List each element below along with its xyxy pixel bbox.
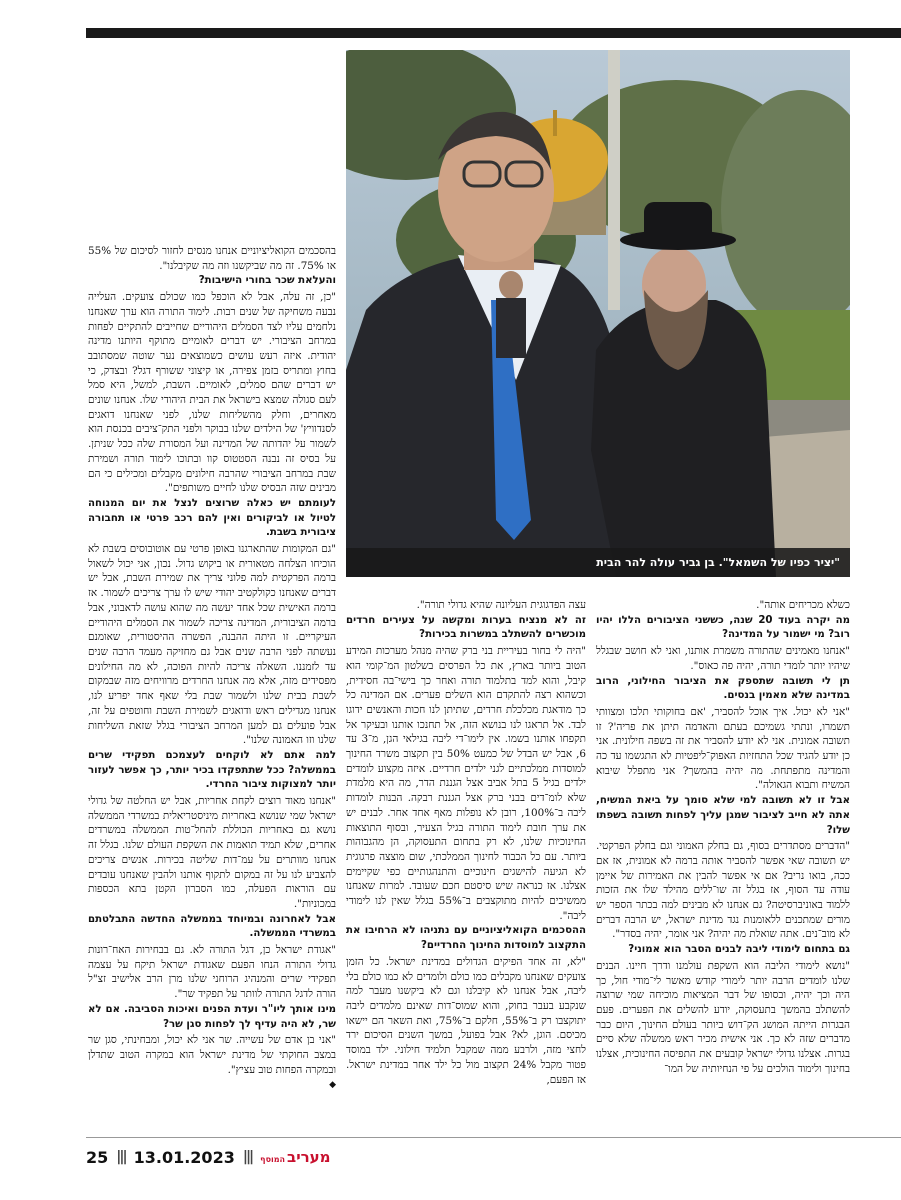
article-paragraph: "אנחנו מאוד רוצים לקחת אחריות, אבל יש החלטה של גדולי ישראל שמי שנושא באחריות מיניסטריאלית במשרדי הממשלה נושא גם באחריות הכוללת להחל־טות הממשלה במשרדים אחרים, שלא תמיד תואמות את השקפת העולם שלנו. בגלל זה אנחנו מוותרים על עמ־דות שליטה בכירות. אנשים צריכים להצביע לנו על זה במקום לתקוף אותנו ולהבין שאנחנו עובדים עם הוראות הפעלה, כמו הסברון הקטן בתא הכספות במכוניות". xyxy=(88,795,336,910)
footer-separator: ||| xyxy=(116,1149,126,1165)
interview-question: והעלאת שכר בחורי הישיבות? xyxy=(198,275,336,287)
interview-question: זה לא מנציח בערות ומקשה על צעירים חרדים מוכשרים להשתלב במשרות בכירות? xyxy=(346,614,586,641)
article-paragraph: "הדברים מסתדרים בסוף, גם בחלק האמוני וגם בחלק הפרקטי. יש תשובה שאי אפשר להסביר אותה ברמה לא אמונית, אז אם ככה, בואו נריב? אם אי אפשר להבין את האמירות של איימן עודה עד הסוף, אז בגלל זה שו־ללים מהילד שלו את הזכות ללמוד באוניברסיטה? גם אנחנו לא מבינים למה בכתר הספר יש מורים שמתכנים ללאומנות נגד מדינת ישראל, יש הרבה דברים לא מוב־נים. אתה שואלת מה יהיה? אני אומר, יהיה בסדר". xyxy=(596,840,850,941)
interview-question: תן לי תשובה שתספק את הציבור החילוני, הרוב במדינה שלא מאמין בנסים. xyxy=(596,675,850,702)
photo-caption: "יציר כפיו של השמאל". בן גביר עולה להר הבית xyxy=(346,548,850,577)
interview-question: לעומתם יש כאלה שרוצים לנצל את יום המנוחה לטיול או לביקורים ואין להם רכב פרטי או תחבורה ציבורית בשבת. xyxy=(88,497,336,539)
top-rule xyxy=(86,28,901,38)
publication-logo-text: מעריב xyxy=(287,1148,331,1166)
article-column-left xyxy=(88,244,336,1102)
article-paragraph: "אני בן אדם של עשייה. שר אני לא יכול, ומבחינתי, סגן שר במצב החוקתי של מדינת ישראל הוא במקרה הטוב שתדלן ובמקרה הפחות טוב עציץ". xyxy=(88,1034,336,1076)
interview-question: ההסכמים הקואליציוניים עם נתניהו לא הרחיבו את התקצוב למוסדות החינוך החרדיים? xyxy=(346,925,586,952)
article-paragraph: כשלא מכריחים אותה". xyxy=(756,599,850,611)
article-paragraph: "היה לי בחור בעיריית בני ברק שהיה מנהל מערכות המידע הטוב ביותר בארץ, את כל הפרסים בשלטון המ־קומי הוא קיבל, והוא למד בתלמוד תורה ואחר כך בישי־בה חסידית, וכשהוא רצה להתקדם הוא השלים פערים. אם המדינה כל כך מודאגת מכלכלת חרדים, שתיתן לנו חכות והאנשים ידוגו לבד. אל תראגו לנו בנושא הזה, אל תחנכו אותנו ובעיקר אל תקפחו אותנו בשמו. אין לימו־די ליבה בגילאי הגן, מ־3 עד 6, אבל יש הבדל של כמעט 50% בין תקצוב משרד החינוך למוסדות ממלכתיים לגני ילדים חרדיים. איזה מקצוע לומדים ילדים בגיל 5 בתל אביב אצל הגננת הדר, מה היא מלמדת שלא לומ־דים בבני ברק אצל הגננת רבקה. הבנות לומדות ליבה ב־100%, רובן לא נופלות מאף אחד אחר. לבנים יש את ערך חובת לימוד התורה בגיל הצעיר, ובסוף התוצאות החינוכיות שלנו, לא רק בתחום התעסוקה, הן מהגבוהות ביותר. עם כל הכבוד לחינוך הממלכתי, שום מוצצה פרגוגית לא הגיעה להישגים חינוכיים והתנהגותיים כפי שקיימים אצלנו. אז כנראה שיש סיסטם חכם שעובד. למרות שאנחנו ממשיכים להיות מתוקצבים ב־55% בגלל שאין לנו לימודי ליבה". xyxy=(346,645,586,922)
interview-question: מינו אותך ליו"ר ועדת הפנים ואיכות הסביבה. אם לא שר, לא היה עדיף לך לפחות סגן שר? xyxy=(88,1003,336,1030)
article-paragraph: "נושא לימודי הליבה הוא השקפת עולמנו ודרך חיינו. הבנים שלנו לומדים הרבה יותר לימודי קודש מאשר לי־מודי חול, כך היה וכך יהיה, ובסופו של דבר המציאות מוכיחה שמי שרוצה להשתלב בהמשך בתעסוקה, יודע להשלים את הפערים. פעם הבגרות הייתה המושג הק־דוש ביותר בעולם החינוך, היום כבר מדברים שזה לא כך. אני אישית מכיר ראש ממשלה שלא סיים בגרות. אצלנו גדולי ישראל קובעים את התפיסה החינוכית, אצלנו בחינוך ולימוד הולכים על פי הנחיותיה של המו־ xyxy=(596,959,850,1075)
photo-illustration xyxy=(346,50,850,577)
article-paragraph: עצה הפדגוגית העליונה שהיא גדולי תורה". xyxy=(416,599,586,611)
interview-question: מה יקרה בעוד 20 שנה, כששני הציבורים הללו יהיו רוב? מי ישמור על המדינה? xyxy=(596,614,850,641)
page-number: 25 xyxy=(86,1147,109,1167)
interview-question: למה אתם לא לוקחים לעצמכם תפקידי שרים בממשלה? ככל שתתפקדו בכיר יותר, כך אפשר לעזור יותר למצוקות ציבור החרדי. xyxy=(88,749,336,791)
article-paragraph: "גם המקומות שהתארגנו באופן פרטי עם אוטובוסים בשבת לא הוכיחו הצלחה מטאורית או ביקוש גדול. נכון, אני יכול לשאול ברמה הפרקטית למה פלוני צריך את שמירת השבת, אבל יש דברים שאנחנו כקולקטיב יהודי שיש לו ערך צריכים לשמור. אז ברמה האישית שכל אחד יעשה מה שהוא עושה לדאבוני, אבל ברמה הציבורית, המדינה צריכה לשמור את הסמלים היהודיים העיקריים. זו היתה ההבנה, הפשרה ההיסטורית, שאומנם נעשתה לפני הרבה שנים אבל גם מחזיקה מעמד הרבה שנים עד לזמננו. השאלה צריכה להיות הפוכה, לא מה החילונים מפסידים מזה, אלא מה אנחנו החרדים מרוויחים מזה שבמקום לשבת בבית שלנו ולשמור שבת בלי שאף אחד יפריע לנו, אנחנו מגדילים ראש ודואגים לשמירת השבת וחוטפים על זה, אבל פועלים גם למען המרחב הציבורי בגלל שזאת השליחות שלנו וזו האמונה שלנו". xyxy=(88,543,336,747)
article-column-middle xyxy=(346,598,586,1102)
article-paragraph: "אגודת ישראל כן, דגל התורה לא. גם בבחירות האח־רונות גדולי התורה הנחו הפעם שאגודת ישראל תיקח על עצמה תפקידי שרים והמנהיג הרוחני שלנו מרן הרב אלישיב זצ"ל הורה לדגל התורה לוותר על תפקיד שר". xyxy=(88,944,336,1001)
page-footer xyxy=(86,1145,331,1169)
article-photo xyxy=(346,50,850,577)
footer-separator-2: ||| xyxy=(242,1149,253,1165)
interview-question: אבל זו לא תשובה למי שלא סומך על ביאת המשיח, אתה לא חייב לציבור שמגן עליך לפחות תשובה בשפתו שלו? xyxy=(596,795,850,836)
article-column-right xyxy=(596,598,850,1102)
article-paragraph: "כן, זה עלה, אבל לא הוכפל כמו שכולם צועקים. העלייה נבעה משחיקה של שנים רבות. לימוד התורה הוא ערך שאנחנו נלחמים עליו לצד הסמלים היהודיים שחייבים להתקיים לפחות במרחב הציבורי. יש דברים לאומיים מתוקף היותנו מדינה יהודית. איזה רעש עושים כשמוצאים נער שוטה שמסתובב בחוץ ומתריס בזמן צפירה, או קיצוני ששורף דגל? ובצדק, כי יש דברים שהם סמלים, לאומיים. השבת, למשל, היא סמל לעם סגולה שמצא בישראל את הבית היהודי שלו. אנחנו שונים מאחרים, וחלק מהשליחות שלנו, לפני שאנחנו דואגים לסנדוויץ' של הילדים שלנו בבוקר ולפני התק־ציבים בכנסת הוא לשמור על יהדותה של המדינה ועל המסורת שלה ככל שניתן. על בסיס זה נבנה הסטטוס קוו ובתוכו לימוד תורה ושמירת שבת במרחב הציבורי שהרבה חילונים מקבלים ומכילים כי הם מבינים שזה הבסיס שלנו לחיים משותפים". xyxy=(88,291,336,495)
publication-logo-sub: המוסף xyxy=(260,1155,286,1164)
article-paragraph: "אנחנו מאמינים שהתורה משמרת אותנו, ואני לא חושב שבגלל שיהיו יותר לומדי תורה, יהיה פה כאוס". xyxy=(596,645,850,672)
end-mark: ◆ xyxy=(329,1080,336,1091)
article-paragraph: "לא, זה אחד הפיקים הגדולים במדינת ישראל. כל הזמן צועקים שאנחנו מקבלים כמו כולם ולומדים לא כמו כולם בלי ליבה, אבל אנחנו לא קיבלנו וגם לא ביקשנו מעבר למה שנקבע בעבר בחוק, והוא שמוס־דות שאינם מלמדים ליבה יתוקצבו רק ב־55%, חלקם ב־75%, ואת השאר הם יישאו מכיסם. הוגן, לא? אבל בפועל, במשך השנים הסיכום ירד לחצי מזה, ולרבע ממה שמקבל תלמיד חילוני. ילד במוסד פטור מקבל 24% תקצוב מול כל ילד אחר במדינת ישראל. אז הפעם, xyxy=(346,955,586,1086)
interview-question: גם בתחום לימודי ליבה לבנים הסבר הוא אמוני? xyxy=(628,944,850,956)
issue-date: 13.01.2023 xyxy=(133,1147,235,1167)
publication-logo xyxy=(260,1148,330,1166)
article-paragraph: "אני לא יכול. איך אוכל להסביר, 'אם בחוקותי תלכו ומצוותי תשמרו, ונתתי גשמיכם בעתם והאדמה תיתן את פריה'? זו תשובה אמונית. אני לא יודע להסביר את זה בשפה חילונית. אני כן יודע להגיד שכל התחזיות האפוק־ליפטיות לא התגשמו עד כה והמדינה מתפתחת. מה יהיה בהמשך? אני מתפלל שיבוא המשיח ותבוא הגאולה". xyxy=(596,705,850,792)
footer-rule xyxy=(86,1137,901,1138)
interview-question: אבל לאחרונה ובמיוחד בממשלה החדשה התבלטתם במשרדי הממשלה. xyxy=(88,913,336,940)
article-paragraph: בהסכמים הקואליציוניים אנחנו מנסים לחזור לסיכום של 55% או 75%. זה מה שביקשנו וזה מה שקיבלנו". xyxy=(88,245,336,272)
